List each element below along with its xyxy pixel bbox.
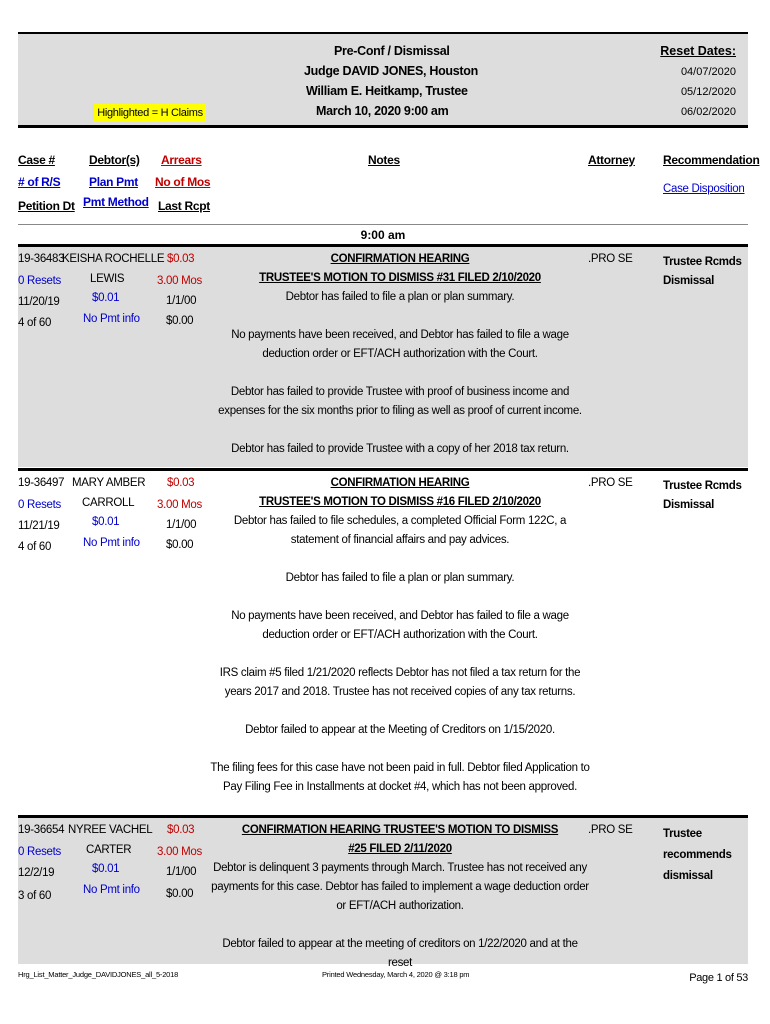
- resets-count: 0 Resets: [18, 275, 61, 287]
- hearing-type: CONFIRMATION HEARING: [330, 477, 470, 489]
- debtor-name: KEISHA ROCHELLE: [62, 253, 165, 265]
- resets-count: 0 Resets: [18, 846, 61, 858]
- payment-method: No Pmt info: [83, 884, 140, 896]
- plan-payment: $0.01: [92, 292, 120, 304]
- reset-dates-title: Reset Dates:: [660, 44, 736, 58]
- payment-count: 4 of 60: [18, 317, 52, 329]
- note-text: Debtor is delinquent 3 payments through March. Trustee has not received any payments for this case. Debtor has failed to implement a wage deduction order or EFT/ACH authorization.: [211, 862, 589, 912]
- case-notes: [210, 821, 590, 973]
- payment-count: 3 of 60: [18, 890, 52, 902]
- highlight-legend: Highlighted = H Claims: [94, 104, 206, 122]
- attorney: .PRO SE: [588, 824, 633, 836]
- hearing-type: CONFIRMATION HEARING TRUSTEE'S MOTION TO DISMISS #25 FILED 2/11/2020: [241, 824, 559, 855]
- note-text: Debtor has failed to file a plan or plan summary.: [285, 572, 515, 584]
- reset-date: 04/07/2020: [680, 66, 736, 78]
- case-notes: [210, 250, 590, 459]
- recommendation-line: recommends: [663, 849, 732, 861]
- reset-date: 05/12/2020: [680, 86, 736, 98]
- debtor-name: CARROLL: [82, 497, 135, 509]
- page-number: Page 1 of 53: [689, 972, 748, 984]
- recommendation-line: dismissal: [663, 870, 713, 882]
- debtor-name: MARY AMBER: [72, 477, 146, 489]
- motion-to-dismiss: TRUSTEE'S MOTION TO DISMISS #16 FILED 2/10/2020: [259, 496, 541, 508]
- note-text: No payments have been received, and Debtor has failed to file a wage deduction order or EFT/ACH authorization with the Court.: [231, 329, 569, 360]
- recommendation-line: Trustee: [663, 828, 702, 840]
- report-header: [18, 32, 748, 128]
- trustee-line: William E. Heitkamp, Trustee: [306, 84, 468, 98]
- footer-printed-date: Printed Wednesday, March 4, 2020 @ 3:18 pm: [322, 970, 470, 979]
- col-pmt-method: Pmt Method: [83, 195, 149, 209]
- petition-date: 12/2/19: [18, 867, 55, 879]
- recommendation: Trustee Rcmds Dismissal: [663, 480, 742, 511]
- attorney: .PRO SE: [588, 477, 633, 489]
- case-notes: [210, 474, 590, 797]
- footer-report-name: Hrg_List_Matter_Judge_DAVIDJONES_all_5-2018: [18, 970, 179, 979]
- note-text: Debtor has failed to provide Trustee with proof of business income and expenses for the six months prior to filing as well as proof of current income.: [218, 386, 582, 417]
- col-recommendation: Recommendation: [663, 153, 760, 167]
- col-petition-date: Petition Dt: [18, 199, 75, 213]
- last-receipt-date: 1/1/00: [166, 519, 197, 531]
- motion-to-dismiss: TRUSTEE'S MOTION TO DISMISS #31 FILED 2/10/2020: [259, 272, 541, 284]
- note-text: The filing fees for this case have not been paid in full. Debtor filed Application to Pay Filing Fee in Installments at docket #4, which has not been approved.: [210, 762, 590, 793]
- last-receipt-date: 1/1/00: [166, 866, 197, 878]
- col-debtors: Debtor(s): [89, 153, 140, 167]
- col-case-disposition: Case Disposition: [663, 183, 745, 195]
- months-delinquent: 3.00 Mos: [157, 499, 202, 511]
- case-row: [18, 471, 748, 813]
- debtor-name: CARTER: [86, 844, 132, 856]
- case-row: [18, 247, 748, 467]
- note-text: Debtor has failed to file a plan or plan summary.: [285, 291, 515, 303]
- case-number: 19-36497: [18, 477, 65, 489]
- payment-method: No Pmt info: [83, 537, 140, 549]
- judge-line: Judge DAVID JONES, Houston: [304, 64, 478, 78]
- petition-date: 11/21/19: [18, 520, 60, 532]
- col-attorney: Attorney: [588, 153, 635, 167]
- hearing-type: CONFIRMATION HEARING: [330, 253, 470, 265]
- col-no-of-mos: No of Mos: [155, 175, 211, 189]
- last-receipt-amount: $0.00: [166, 315, 194, 327]
- payment-method: No Pmt info: [83, 313, 140, 325]
- case-number: 19-36654: [18, 824, 65, 836]
- recommendation: Trustee Rcmds Dismissal: [663, 256, 742, 287]
- plan-payment: $0.01: [92, 863, 120, 875]
- divider: [18, 224, 748, 225]
- payment-count: 4 of 60: [18, 541, 52, 553]
- debtor-name: LEWIS: [90, 273, 125, 285]
- arrears-amount: $0.03: [167, 253, 195, 265]
- col-case-number: Case #: [18, 153, 55, 167]
- report-title: Pre-Conf / Dismissal: [334, 44, 450, 58]
- col-notes: Notes: [368, 153, 400, 167]
- reset-date: 06/02/2020: [680, 106, 736, 118]
- debtor-name: NYREE VACHEL: [68, 824, 153, 836]
- last-receipt-amount: $0.00: [166, 888, 194, 900]
- last-receipt-date: 1/1/00: [166, 295, 197, 307]
- note-text: IRS claim #5 filed 1/21/2020 reflects Debtor has not filed a tax return for the years 2017 and 2018. Trustee has not received copies of any tax returns.: [219, 667, 581, 698]
- note-text: Debtor has failed to file schedules, a completed Official Form 122C, a statement of financial affairs and pay advices.: [233, 515, 567, 546]
- col-last-receipt: Last Rcpt: [158, 199, 210, 213]
- petition-date: 11/20/19: [18, 296, 60, 308]
- last-receipt-amount: $0.00: [166, 539, 194, 551]
- time-slot-header: 9:00 am: [360, 228, 406, 242]
- plan-payment: $0.01: [92, 516, 120, 528]
- case-row: [18, 818, 748, 969]
- col-plan-pmt: Plan Pmt: [89, 175, 138, 189]
- col-resets: # of R/S: [18, 175, 61, 189]
- hearing-date: March 10, 2020 9:00 am: [316, 104, 449, 118]
- note-text: No payments have been received, and Debtor has failed to file a wage deduction order or EFT/ACH authorization with the Court.: [231, 610, 569, 641]
- note-text: Debtor failed to appear at the Meeting of Creditors on 1/15/2020.: [245, 724, 555, 736]
- resets-count: 0 Resets: [18, 499, 61, 511]
- note-text: Debtor failed to appear at the meeting of creditors on 1/22/2020 and at the reset: [222, 938, 578, 969]
- months-delinquent: 3.00 Mos: [157, 846, 202, 858]
- months-delinquent: 3.00 Mos: [157, 275, 202, 287]
- case-number: 19-36483: [18, 253, 65, 265]
- note-text: Debtor has failed to provide Trustee with a copy of her 2018 tax return.: [231, 443, 569, 455]
- recommendation: [663, 824, 732, 887]
- attorney: .PRO SE: [588, 253, 633, 265]
- col-arrears: Arrears: [161, 153, 202, 167]
- arrears-amount: $0.03: [167, 824, 195, 836]
- arrears-amount: $0.03: [167, 477, 195, 489]
